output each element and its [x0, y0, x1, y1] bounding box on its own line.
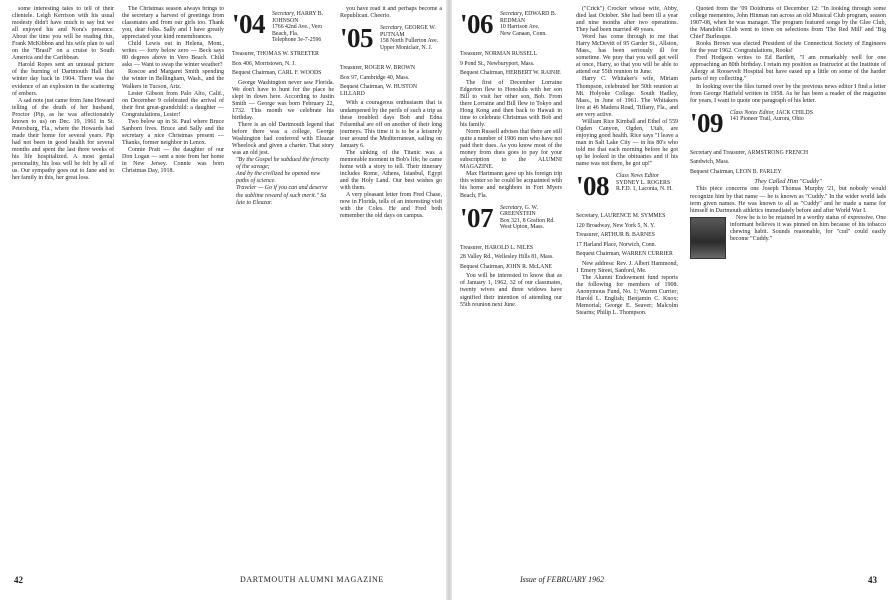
class-09-heading	[690, 108, 886, 148]
bequest-chairman: Bequest Chairman, HERBERT W. RAINIE	[460, 70, 561, 77]
secretary-role: Secretary,	[272, 11, 296, 17]
page-gutter	[446, 0, 452, 600]
paragraph: Now he is to be retained in a worthy status of expressive. One informant believes it was pinned on him because of his tobacco chewing habit. Sounds reasonable, for "cud" could easily become "Cuddy."	[730, 214, 886, 242]
secretary-address: 158 North Fullerton Ave.	[380, 38, 439, 45]
column-5	[460, 6, 562, 566]
paragraph: Quoted from the '09 Doldrums of December 12: "In looking through some college mementos, John Hinman ran across an old Musical Club program, season 1907-08, when he was manager. The program featured songs by the Glee Club, the Mandolin Club went to town on selections from 'The Red Mill' and 'Big Chief' Burlesque.	[690, 6, 886, 41]
paragraph: A very pleasant letter from Fred Chase, now in Florida, tells of an interesting visit with the Coles. He and Fred both remember the old days on campus.	[340, 192, 442, 220]
paragraph: A sad note just came from Jane Howard telling of the death of her husband, Proctor (Pip, as he was affectionately known to us) on Dec. 19, 1961 in St. Petersburg, Fla., where the Howards had made their home for several years. Pip had not been in good health for several months and spent the last three weeks of his life hospitalized. A most genial personality, his loss will be felt by all of us. Our sympathy goes out to Jane and to her family in this, her great loss.	[12, 97, 114, 182]
right-page-number: 43	[868, 575, 877, 585]
secretary-address: 120 Broadway, New York 5, N. Y.	[576, 222, 656, 229]
secretary-city: West Upton, Mass.	[500, 224, 544, 231]
paragraph: Harry C. Whitaker's wife, Miriam Thompson, celebrated her 50th reunion at Mt. Holyoke College. South Hadley, Mass., in June of 1961. The Whitakers live at 46 Madera Road, Tiffany, Fla., and are very active.	[576, 76, 678, 118]
poem-line: And by the civilized he opened new paths of science.	[236, 171, 321, 185]
secretary-address: 10 Harrison Ave.	[500, 24, 540, 31]
secretary-address: Sandwich, Mass.	[690, 159, 730, 166]
bequest-chairman: Bequest Chairman, WARREN CURRIER	[576, 251, 673, 258]
class-year: '07	[460, 202, 494, 233]
secretary-city: Upper Montclair, N. J.	[380, 44, 433, 51]
treasurer-address: Box 97, Cambridge 40, Mass.	[340, 74, 410, 81]
paragraph: The Christmas season always brings to the secretary a harvest of greetings from classmates and from our girls too. Thank you, dear folks. Sally and I have greatly appreciated your kind remembrances.	[122, 6, 224, 41]
treasurer-line: Treasurer, NORMAN RUSSELL	[460, 51, 538, 57]
paragraph: You will be interested to know that as of January 1, 1962, 32 of our classmates, twenty wives and three widows have signified their intention of attending our 55th reunion next June.	[460, 273, 562, 308]
bequest-chairman: Bequest Chairman, W. HUSTON LILLARD	[340, 84, 418, 97]
treasurer-address: 9 Pond St., Newburyport, Mass.	[460, 60, 535, 67]
treasurer-address: 17 Harland Place, Norwich, Conn.	[576, 241, 657, 248]
treasurer-address: Box 406, Morristown, N. J.	[232, 60, 296, 67]
poem-line: Traveler — Go if you can and deserve the sublime reward of such merit." Sa lute to Eleazar.	[236, 185, 328, 206]
bequest-chairman: Bequest Chairman, CARL F. WOODS	[232, 70, 322, 77]
column-7	[690, 6, 886, 566]
paragraph: Lester Gibson from Palo Alto, Calif., on December 9 celebrated the arrival of their first great-grandchild: a daughter — Congratulations, Lester!	[122, 90, 224, 118]
secretary-line: Secretary, LAURENCE M. SYMMES	[576, 213, 666, 220]
issue-label: Issue of FEBRUARY 1962	[520, 575, 605, 584]
treasurer-line: Treasurer, HAROLD L. NILES	[460, 244, 534, 251]
paragraph: The Alumni Endowment fund reports the following for members of 1908. Anonymous Fund, No. 1; Warren Currier; Harold L. English; Benjamin C. Knox; Memorial; George E. Seaver; Malcolm Stearns; Philip L. Thompson.	[576, 275, 678, 317]
column-3	[232, 6, 334, 566]
paragraph: New address: Rev. J. Albert Hammond, 1 Emery Street, Sanford, Me.	[576, 261, 678, 275]
secretary-role: Secretary,	[500, 11, 524, 17]
secretary-name: G. W. GREENSTEIN	[500, 204, 538, 218]
secretary-role: Class Notes Editor,	[730, 109, 775, 116]
paragraph: This piece concerns one Joseph Thomas Murphy '21, but nobody would recognize him by that name — he is known as "Cuddy." In the wider world lads term given names. He was known to all as "Cuddy" and he made a name for himself in Dartmouth athletics immediately before and after World War I.	[690, 186, 886, 214]
paragraph: ("Crick") Crocker whose wife, Abby, died last October. She had been ill a year and nine months after two operations. They had been married 49 years.	[576, 6, 678, 34]
class-year: '06	[460, 9, 494, 39]
secretary-name: SYDNEY L. ROGERS	[616, 179, 671, 186]
secretary-role: Class News Editor	[616, 173, 660, 180]
left-page-number: 42	[14, 575, 23, 585]
treasurer-line: Treasurer, THOMAS W. STREETER	[232, 51, 319, 57]
paragraph: Connie Pratt — the daughter of our Don Logan — sent a note from her home in New Jersey. Connie was born Christmas Day, 1918.	[122, 146, 224, 175]
secretary-line: Secretary and Treasurer, ARMSTRONG FRENCH	[690, 149, 809, 156]
magazine-title: DARTMOUTH ALUMNI MAGAZINE	[240, 575, 384, 584]
paragraph: you have read it and perhaps become a Republican. Cheerio.	[340, 6, 442, 20]
paragraph: some interesting tales to tell of their clientele. Leigh Kerrison with his usual modesty didn't have much to say but we all enjoyed his and Nora's presence. About the time you will be reading this, Frank McKibbon and his wife plan to sail on the "Brasil" on a cruise to South America and the Caribbean.	[12, 6, 114, 62]
class-04-heading	[232, 9, 334, 49]
secretary-address: Box 321, 8 Grafton Rd.	[500, 217, 555, 224]
secretary-name: HARRY B. JOHNSON	[272, 11, 324, 24]
secretary-address: R.F.D. 1, Laconia, N. H.	[616, 186, 673, 193]
treasurer-line: Treasurer, ROGER W. BROWN	[340, 65, 416, 72]
class-05-heading	[340, 23, 442, 63]
class-06-heading	[460, 9, 562, 49]
column-2	[122, 6, 224, 566]
paragraph: Max Hartmann gave up his foreign trip this winter so he could be acquainted with his home and neighbors in Fort Myers Beach, Fla.	[460, 171, 562, 199]
secretary-name: JACK CHILDS	[776, 109, 813, 116]
secretary-role: Secretary,	[500, 204, 524, 211]
paragraph: Roscoe and Margaret Smith spending the winter in Bellingham, Wash., and the Walkers in Tucson, Ariz.	[122, 69, 224, 90]
secretary-address: 141 Pioneer Trail, Aurora, Ohio	[730, 116, 804, 123]
paragraph: George Washington never saw Florida. We don't have to hunt for the place he slept in down here. According to Justin Smith — George was born February 22, 1732. This month we celebrate his birthday.	[232, 79, 334, 122]
paragraph: Norm Russell advises that there are still quite a number of 1906 men who have not paid their dues. As you know most of the money from dues goes to pay for your subscription to the ALUMNI MAGAZINE.	[460, 129, 562, 171]
class-08-heading	[576, 171, 678, 211]
class-year: '09	[690, 107, 724, 138]
secretary-name: EDWARD B. REDMAN	[500, 11, 557, 24]
paragraph: With a courageous enthusiasm that is undampened by the perils of such a trip as these troubled days Bob and Edna Felsenthal are off on another of their long journeys. This time it is to be a leisurely tour around the Mediterranean, sailing on January 6.	[340, 100, 442, 149]
paragraph: The first of December Lorraine Edgerton flew to Honolulu with her son Bill to visit her other son, Bob. From there Lorraine and Bill flew to Tokyo and Hong Kong and then back to Hawaii in time to celebrate Christmas with Bob and his family.	[460, 79, 562, 129]
treasurer-line: Treasurer, ARTHUR B. BARNES	[576, 232, 655, 239]
secretary-name: GEORGE W. PUTNAM	[380, 25, 436, 38]
paragraph: Child Lewis out in Helena, Mont., writes — forty below zero — Beck says 80 degrees above in Vero Beach. Child asks — Want to swap the winter weather?	[122, 41, 224, 69]
secretary-phone: Telephone 3e-7-2596	[272, 37, 322, 44]
column-6	[576, 6, 678, 566]
column-4	[340, 6, 442, 566]
paragraph: There is an old Dartmouth legend that before there was a college, George Washington had conferred with Eleazar Wheelock and given a charter. That story was an old jest.	[232, 122, 334, 157]
paragraph: Fred Hodgson writes to Ed Bartlett, "I am remarkably well for one approaching an 80th birthday. I retain my position as Instructor at the Institute of Allergy at Roosevelt Hospital but have eased up a little on some of the harder parts of my collecting."	[690, 55, 886, 83]
column-1	[12, 6, 114, 566]
poem-line: "By the Gospel he subdued the ferocity of the savage;	[236, 157, 330, 171]
paragraph: The sinking of the Titanic was a memorable moment in Bob's life; he came home with a story to tell. Their itinerary includes Rome, Athens, Istanbul, Egypt and the Holy Land. Our best wishes go with them.	[340, 149, 442, 192]
bequest-chairman: Bequest Chairman, LEON B. PARLEY	[690, 168, 782, 175]
class-year: '04	[232, 9, 266, 39]
paragraph: William Rice Kimball and Ethel of 559 Ogden Canyon, Ogden, Utah, are enjoying good health. Rice says "I leave a man in Salt Lake City — in his 80's who told me that each morning before he got up he looked in the obituaries and if his name was not there, he got up!"	[576, 118, 678, 168]
class-year: '08	[576, 171, 610, 202]
paragraph: Harold Ropes sent an unusual picture of the burning of Dartmouth Hall that winter day back in 1904. There was the evidence of an explosion in the scattering of embers.	[12, 62, 114, 97]
secretary-address: 1766 42nd Ave., Vero Beach, Fla.	[272, 24, 323, 37]
paragraph: Two below up in St. Paul where Bruce Sanborn lives. Bruce and Sally and the secretary a nice Christmas present — Thanks, former neighbor in Lenox.	[122, 118, 224, 146]
poem-quote	[232, 157, 334, 206]
article-heading: They Called Him "Cuddy"	[754, 178, 822, 186]
secretary-role: Secretary,	[380, 25, 404, 32]
secretary-city: New Canaan, Conn.	[500, 30, 547, 37]
class-year: '05	[340, 23, 374, 54]
class-07-heading	[460, 203, 562, 243]
paragraph: Rooks Brown was elected President of the Connecticut Society of Engineers for the year 1962. Congratulations, Rooks!	[690, 41, 886, 55]
bequest-chairman: Bequest Chairman, JOHN R. McLANE	[460, 263, 553, 270]
treasurer-address: 28 Valley Rd., Wellesley Hills 81, Mass.	[460, 254, 554, 261]
paragraph: In looking over the files turned over by the previous news editor I find a letter from George Hatfield written in 1958. As he has been a reader of the magazine for years, I want to quote one paragraph of his letter.	[690, 83, 886, 104]
portrait-photo	[690, 217, 726, 259]
paragraph: Word has come through to me that Harry McDevitt of 95 Garder St., Allston, Mass., has been seriously ill for sometime. We pray that you will get well at once, Harry, so that you will be able to attend our 55th reunion in June.	[576, 34, 678, 76]
